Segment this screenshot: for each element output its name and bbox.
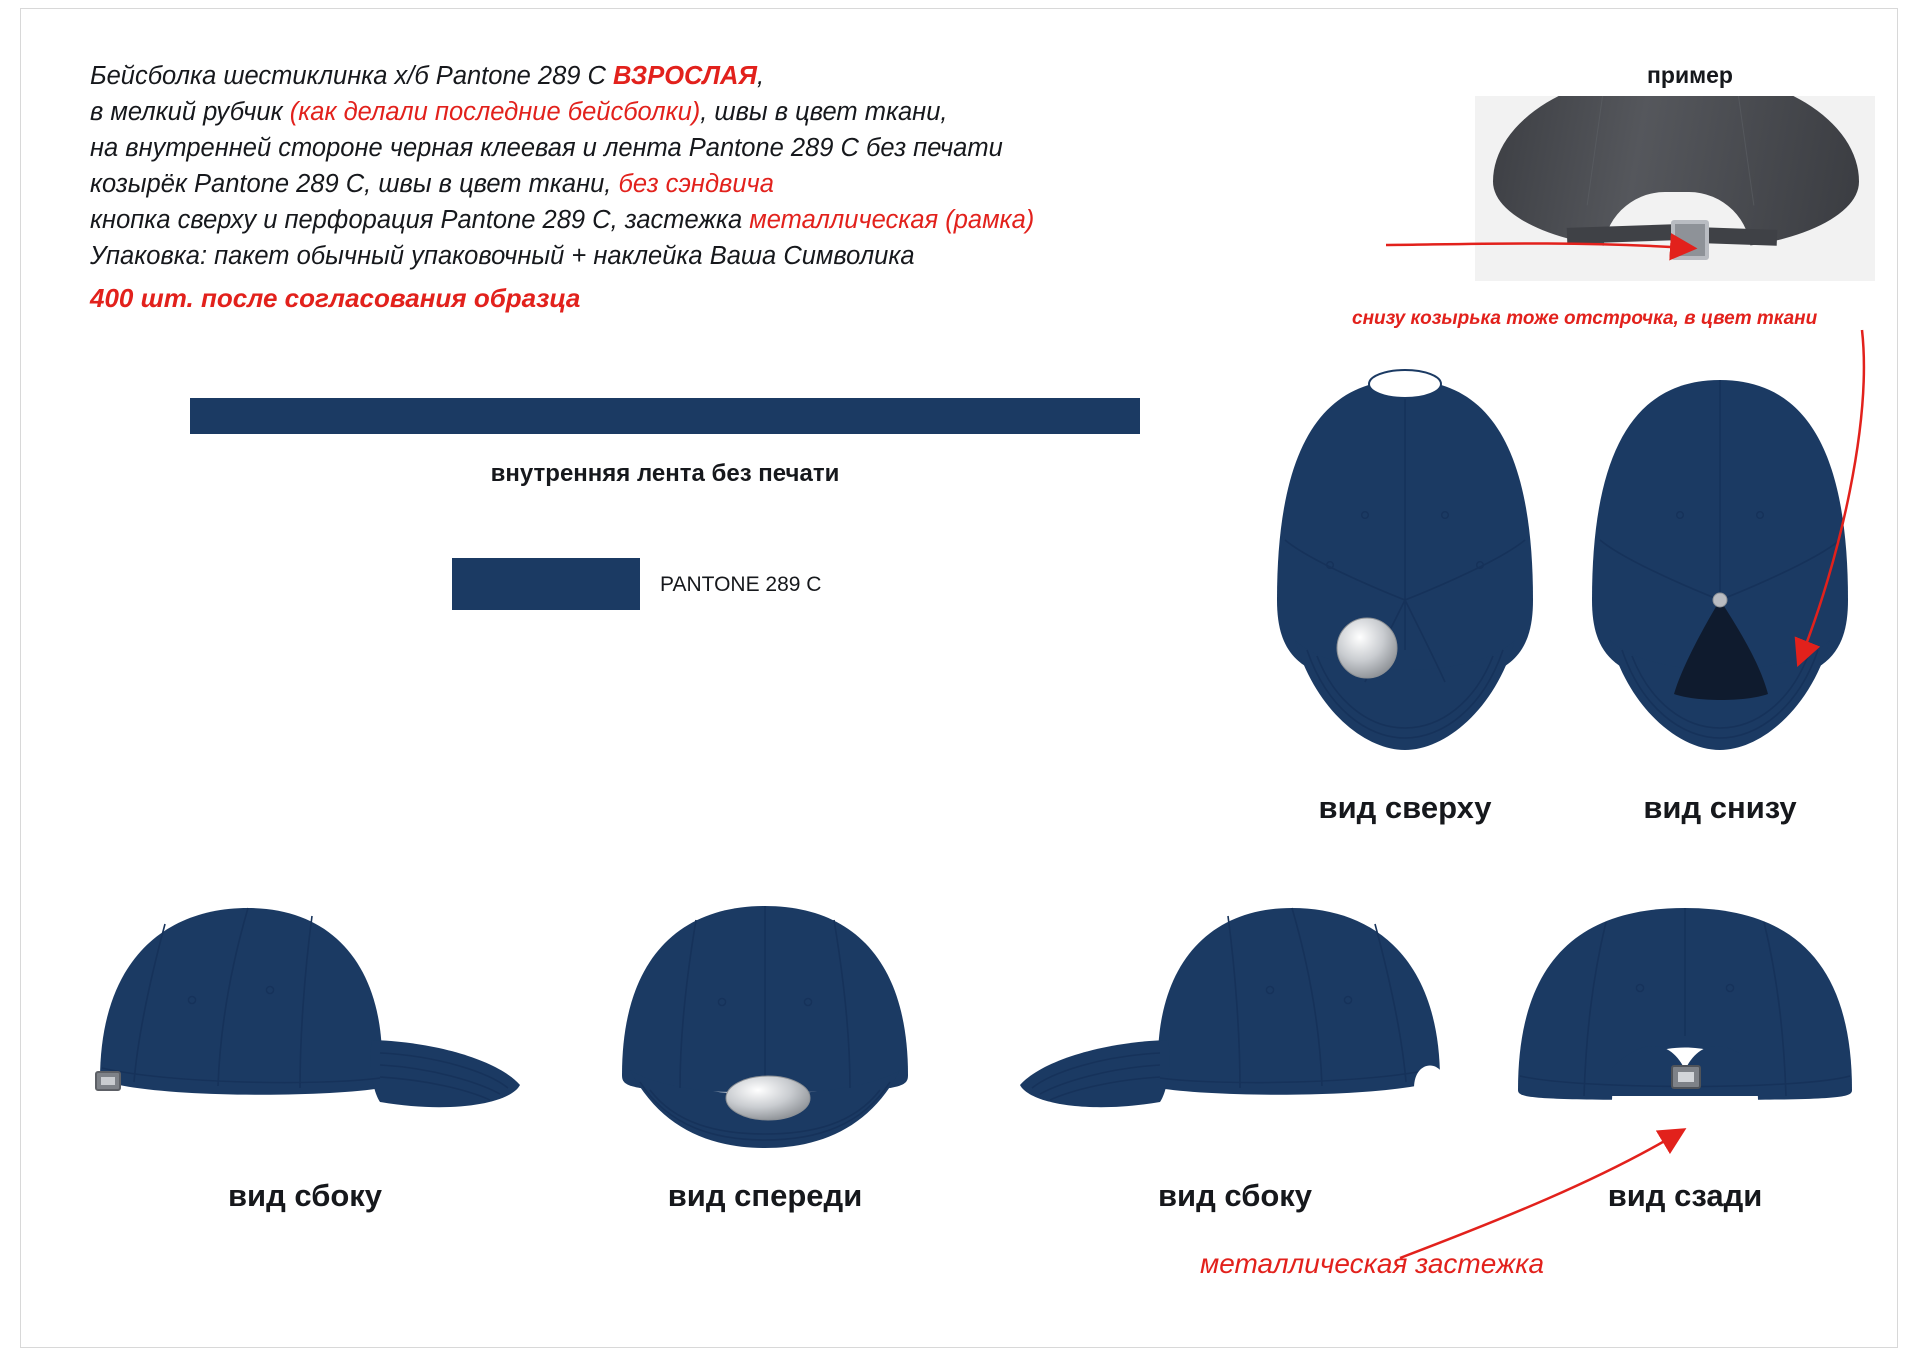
pantone-color-label: PANTONE 289 C xyxy=(660,573,822,596)
inner-tape-swatch xyxy=(190,398,1140,434)
example-photo-caption: пример xyxy=(1647,62,1733,88)
cap-back-view xyxy=(1500,890,1870,1180)
spec-line-2-emphasis: (как делали последние бейсболки) xyxy=(289,98,701,126)
note-visor-stitching: снизу козырька тоже отстрочка, в цвет ткани xyxy=(1352,308,1818,329)
cap-front-view xyxy=(600,890,930,1180)
spec-line-4-emphasis: без сэндвича xyxy=(618,170,774,198)
cap-top-view xyxy=(1255,350,1555,780)
pantone-color-swatch xyxy=(452,558,640,610)
spec-line-5-emphasis: металлическая (рамка) xyxy=(749,206,1035,234)
example-metal-buckle xyxy=(1671,220,1709,260)
spec-line-2 xyxy=(90,94,1310,130)
spec-line-2-tail: , швы в цвет ткани, xyxy=(700,98,948,126)
spec-line-5-main: кнопка сверху и перфорация Pantone 289 C, застежка xyxy=(90,206,750,234)
spec-line-3: на внутренней стороне черная клеевая и лента Pantone 289 C без печати xyxy=(90,134,1003,162)
cap-bottom-view xyxy=(1570,350,1870,780)
spec-line-2-main: в мелкий рубчик xyxy=(90,98,290,126)
specification-text xyxy=(90,58,1310,316)
spec-line-1-main: Бейсболка шестиклинка х/б Pantone 289 C xyxy=(90,62,614,90)
spec-line-1-emphasis: ВЗРОСЛАЯ xyxy=(613,62,757,90)
example-photo xyxy=(1475,96,1875,281)
caption-top-view: вид сверху xyxy=(1318,790,1492,825)
inner-tape-caption: внутренняя лента без печати xyxy=(490,460,840,487)
cap-side-left-view xyxy=(80,890,530,1180)
spec-line-5 xyxy=(90,202,1310,238)
caption-back-view: вид сзади xyxy=(1607,1178,1763,1213)
spec-line-6: Упаковка: пакет обычный упаковочный + наклейка Ваша Символика xyxy=(90,242,915,270)
caption-bottom-view: вид снизу xyxy=(1643,790,1797,825)
cap-side-right-view xyxy=(1010,890,1460,1180)
note-metal-clasp: металлическая застежка xyxy=(1200,1248,1545,1279)
caption-side-right-view: вид сбоку xyxy=(1157,1178,1313,1213)
spec-line-4 xyxy=(90,166,1310,202)
spec-line-1 xyxy=(90,58,1310,94)
caption-front-view: вид спереди xyxy=(667,1178,863,1213)
caption-side-left-view: вид сбоку xyxy=(227,1178,383,1213)
spec-line-4-main: козырёк Pantone 289 C, швы в цвет ткани, xyxy=(90,170,619,198)
spec-line-1-tail: , xyxy=(756,62,765,90)
spec-line-7-quantity: 400 шт. после согласования образца xyxy=(90,283,581,313)
